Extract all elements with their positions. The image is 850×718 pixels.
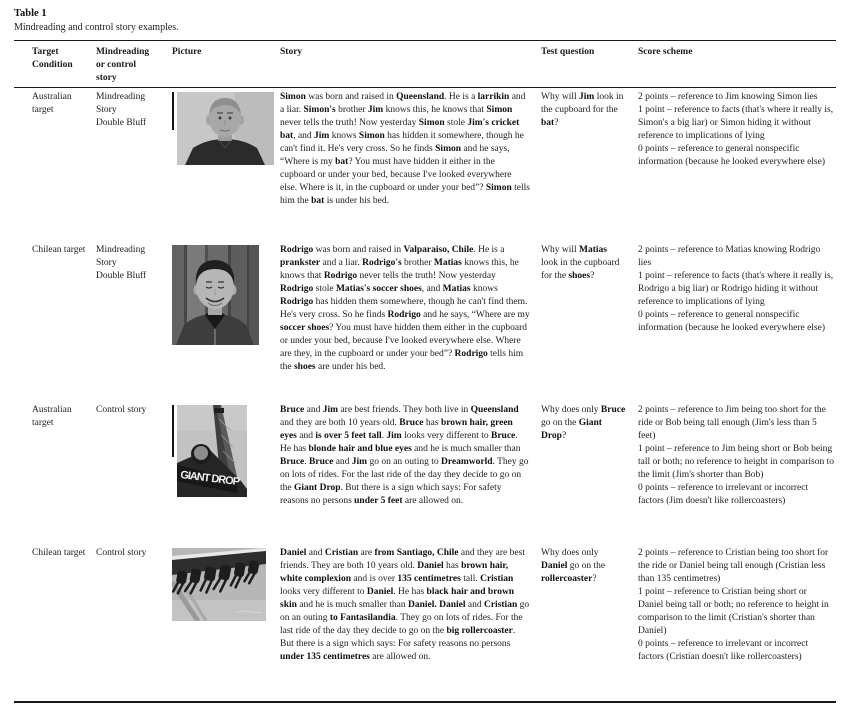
scan-artifact-line — [172, 405, 174, 457]
column-header-test-question: Test question — [541, 47, 595, 58]
table-row-australian-mindreading — [14, 88, 836, 241]
test-question-cell: Why does only Daniel go on the rollercoaster? — [541, 548, 606, 585]
test-question-cell: Why will Matias look in the cupboard for the shoes? — [541, 245, 620, 282]
story-cell: Rodrigo was born and raised in Valparaiso, Chile. He is a prankster and a liar. Rodrigo's brother Matias knows this, he knows that Rodrigo never tells the truth! Now yesterday Rodrigo stole Matias's soccer shoes, and Matias knows Rodrigo has hidden them somewhere, though he can't find them. He's very cross. So he finds Rodrigo and he says, “Where are my soccer shoes? You must have hidden them either in the cupboard or under your bed, because I've looked everywhere else. Where are they, in the cupboard or under your bed”? Rodrigo tells him the shoes are under his bed. — [280, 245, 530, 373]
photo-giant-drop-tower-ride — [177, 405, 247, 497]
column-header-target-condition: Target Condition — [32, 47, 73, 71]
test-question-cell: Why will Jim look in the cupboard for the bat? — [541, 92, 624, 129]
table-row-chilean-control — [14, 544, 836, 701]
table-caption: Mindreading and control story examples. — [14, 22, 179, 33]
score-2-points: 2 points – reference to Jim knowing Simon lies — [638, 92, 818, 103]
scan-artifact-line — [172, 92, 174, 130]
score-0-points: 0 points – reference to general nonspecific information (because he looked everywhere else) — [638, 144, 826, 168]
score-2-points: 2 points – reference to Jim being too short for the ride or Bob being tall enough (Jim's less than 5 feet) — [638, 405, 826, 442]
story-type-cell: Mindreading Story Double Bluff — [96, 245, 147, 282]
table-header-row — [14, 41, 836, 87]
story-type-cell: Mindreading Story Double Bluff — [96, 92, 147, 129]
photo-man-shaved-head — [177, 92, 274, 165]
story-cell: Bruce and Jim are best friends. They both live in Queensland and they are both 10 years old. Bruce has brown hair, green eyes and is over 5 feet tall. Jim looks very different to Bruce. He has blonde hair and blue eyes and he is much smaller than Bruce. Bruce and Jim go on an outing to Dreamworld. They go on lots of rides. For the last ride of the day they decide to go on the Giant Drop. But there is a sign which says: For safety reasons no persons under 5 feet are allowed on. — [280, 405, 529, 507]
score-1-point: 1 point – reference to facts (that's where it really is, Simon's a big liar) or Simon hiding it without reference to implications of lying — [638, 105, 834, 142]
test-question-cell: Why does only Bruce go on the Giant Drop? — [541, 405, 626, 442]
target-condition-cell: Chilean target — [32, 548, 86, 559]
table-bottom-rule — [14, 701, 836, 702]
story-cell: Simon was born and raised in Queensland. He is a larrikin and a liar. Simon's brother Jim knows this, he knows that Simon never tells the truth! Now yesterday Simon stole Jim's cricket bat, and Jim knows Simon has hidden it somewhere, though he can't find it. He's very cross. So he finds Simon and he says, “Where is my bat? You must have hidden it either in the cupboard or under your bed, because I've looked everywhere else. Where is it, in the cupboard or under your bed”? Simon tells him the bat is under his bed. — [280, 92, 530, 207]
table — [14, 40, 836, 703]
column-header-score-scheme: Score scheme — [638, 47, 693, 58]
score-scheme-cell — [638, 91, 836, 241]
giant-drop-sign-text: GIANT DROP — [179, 469, 241, 489]
story-cell: Daniel and Cristian are from Santiago, Chile and they are best friends. They are both 10 years old. Daniel has brown hair, white complexion and is over 135 centimetres tall. Cristian looks very different to Daniel. He has black hair and brown skin and he is much smaller than Daniel. Daniel and Cristian go on an outing to Fantasilandia. They go on lots of rides. For the last ride of the day they decide to go on the big rollercoaster. But there is a sign which says: For safety reasons no persons under 135 centimetres are allowed on. — [280, 548, 530, 663]
score-scheme-cell — [638, 244, 836, 401]
picture-cell — [172, 404, 280, 544]
table-row-australian-control — [14, 401, 836, 544]
table-row-chilean-mindreading — [14, 241, 836, 401]
target-condition-cell: Chilean target — [32, 245, 86, 256]
picture-cell — [172, 244, 280, 401]
score-1-point: 1 point – reference to Jim being short or Bob being tall or both; no reference to height in comparison to the limit (Jim's shorter than Bob) — [638, 444, 835, 481]
story-type-cell: Control story — [96, 548, 147, 559]
score-0-points: 0 points – reference to irrelevant or incorrect factors (Jim doesn't like rollercoasters) — [638, 483, 809, 507]
score-scheme-cell — [638, 404, 836, 544]
score-2-points: 2 points – reference to Cristian being too short for the ride or Daniel being tall enough (Cristian less than 135 centimetres) — [638, 548, 829, 585]
score-1-point: 1 point – reference to facts (that's where it really is, Rodrigo a big liar) or Rodrigo hiding it without reference to implications of lying — [638, 271, 834, 308]
score-scheme-cell — [638, 547, 836, 701]
score-1-point: 1 point – reference to Cristian being short or Daniel being tall or both; no reference to height in comparison to the limit (Cristian's shorter than Daniel) — [638, 587, 829, 637]
story-type-cell: Control story — [96, 405, 147, 416]
picture-cell — [172, 547, 280, 701]
column-header-story: Story — [280, 47, 303, 58]
score-0-points: 0 points – reference to irrelevant or incorrect factors (Cristian doesn't like rollercoasters) — [638, 639, 809, 663]
target-condition-cell: Australian target — [32, 405, 72, 429]
table-caption-block — [0, 0, 850, 34]
column-header-picture: Picture — [172, 47, 202, 58]
score-0-points: 0 points – reference to general nonspecific information (because he looked everywhere else) — [638, 310, 826, 334]
photo-man-smiling-wood-background — [172, 245, 259, 345]
score-2-points: 2 points – reference to Matias knowing Rodrigo lies — [638, 245, 821, 269]
column-header-story-type: Mindreading or control story — [96, 47, 150, 84]
table-number: Table 1 — [14, 8, 47, 19]
picture-cell — [172, 91, 280, 241]
photo-rollercoaster-riders — [172, 548, 266, 621]
target-condition-cell: Australian target — [32, 92, 72, 116]
